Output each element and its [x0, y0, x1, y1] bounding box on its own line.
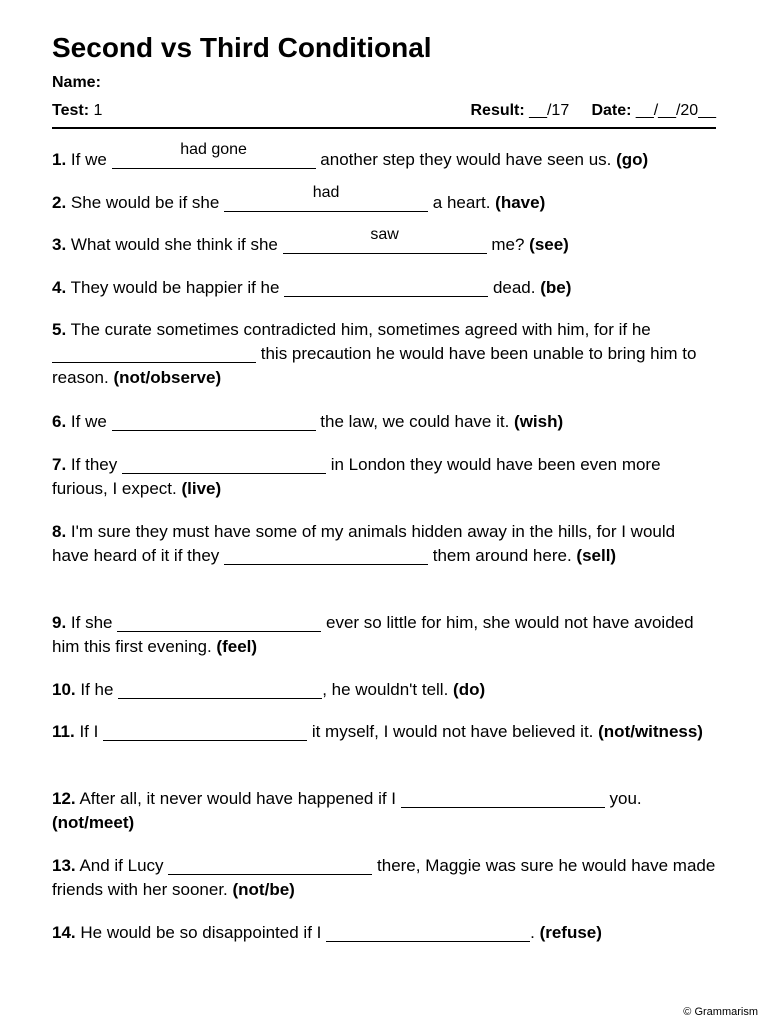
question-12 [52, 787, 716, 835]
question-text: She would be if she [70, 193, 220, 212]
question-number: 9. [52, 613, 67, 632]
test-info [52, 102, 102, 120]
question-text: me? [491, 235, 525, 254]
verb-hint: (not/witness) [598, 722, 703, 741]
test-label: Test: [52, 102, 90, 119]
question-text: And if Lucy [79, 856, 164, 875]
question-number: 3. [52, 235, 67, 254]
result-label: Result: [470, 102, 525, 119]
question-14 [52, 921, 716, 945]
question-text: them around here. [432, 546, 572, 565]
question-text: The curate sometimes contradicted him, sometimes agreed with him, for if he [70, 320, 651, 339]
answer-blank[interactable] [168, 854, 372, 875]
question-1 [52, 141, 716, 172]
question-8 [52, 520, 716, 568]
verb-hint: (wish) [514, 412, 564, 431]
answer-blank[interactable] [284, 276, 488, 297]
question-text: If I [79, 722, 99, 741]
question-4 [52, 276, 716, 300]
question-3 [52, 226, 716, 257]
answer-blank[interactable] [224, 184, 428, 212]
question-text: dead. [492, 278, 536, 297]
question-2 [52, 184, 716, 215]
answer-text: had [312, 184, 340, 201]
question-text: , he wouldn't tell. [322, 680, 449, 699]
question-text: . [530, 923, 535, 942]
question-10 [52, 678, 716, 702]
verb-hint: (not/meet) [52, 813, 135, 832]
answer-blank[interactable] [326, 921, 530, 942]
question-number: 6. [52, 412, 67, 431]
question-text: They would be happier if he [70, 278, 280, 297]
question-text: He would be so disappointed if I [80, 923, 322, 942]
verb-hint: (be) [540, 278, 572, 297]
question-number: 2. [52, 193, 67, 212]
question-text: I'm sure they must have some of my animals hidden away in the hills, for I would have heard of it if they [52, 522, 676, 565]
answer-blank[interactable] [112, 141, 316, 169]
verb-hint: (see) [529, 235, 569, 254]
answer-blank[interactable] [122, 453, 326, 474]
answer-blank[interactable] [224, 544, 428, 565]
verb-hint: (feel) [216, 637, 258, 656]
verb-hint: (sell) [576, 546, 617, 565]
question-text: If she [70, 613, 113, 632]
question-text: another step they would have seen us. [320, 150, 612, 169]
question-text: What would she think if she [70, 235, 278, 254]
answer-blank[interactable] [52, 342, 256, 363]
question-number: 7. [52, 455, 67, 474]
name-label: Name: [52, 74, 101, 91]
question-number: 11. [52, 722, 75, 741]
verb-hint: (not/observe) [113, 368, 222, 387]
question-number: 5. [52, 320, 67, 339]
question-number: 4. [52, 278, 67, 297]
question-13 [52, 854, 716, 902]
question-number: 1. [52, 150, 67, 169]
worksheet-page [52, 0, 716, 1024]
question-text: the law, we could have it. [320, 412, 510, 431]
page-title: Second vs Third Conditional [52, 32, 432, 63]
result-date-info [470, 102, 716, 120]
verb-hint: (refuse) [539, 923, 602, 942]
question-5 [52, 318, 716, 390]
copyright-footer: © Grammarism [683, 1006, 758, 1018]
answer-blank[interactable] [103, 720, 307, 741]
question-number: 8. [52, 522, 67, 541]
answer-text: saw [370, 226, 399, 243]
verb-hint: (not/be) [232, 880, 295, 899]
question-text: in London they would have been even more furious, I expect. [52, 455, 661, 498]
answer-blank[interactable] [118, 678, 322, 699]
answer-blank[interactable] [401, 787, 605, 808]
question-9 [52, 611, 716, 659]
result-value: __/17 [529, 102, 570, 119]
header-divider [52, 127, 716, 129]
question-text: ever so little for him, she would not have avoided him this first evening. [52, 613, 694, 656]
test-value: 1 [93, 102, 103, 119]
date-value: __/__/20__ [635, 102, 716, 119]
question-text: If they [70, 455, 118, 474]
verb-hint: (go) [616, 150, 649, 169]
question-text: this precaution he would have been unable to bring him to reason. [52, 344, 697, 387]
question-number: 13. [52, 856, 76, 875]
question-number: 12. [52, 789, 76, 808]
test-info-row [52, 102, 716, 122]
question-text: you. [609, 789, 642, 808]
question-text: If we [70, 150, 107, 169]
verb-hint: (live) [181, 479, 222, 498]
question-7 [52, 453, 716, 501]
answer-blank[interactable] [283, 226, 487, 254]
question-11 [52, 720, 716, 744]
verb-hint: (have) [495, 193, 546, 212]
question-text: If he [80, 680, 114, 699]
answer-blank[interactable] [117, 611, 321, 632]
question-text: it myself, I would not have believed it. [311, 722, 594, 741]
answer-blank[interactable] [112, 410, 316, 431]
question-6 [52, 410, 716, 434]
question-text: If we [70, 412, 107, 431]
question-number: 14. [52, 923, 76, 942]
verb-hint: (do) [453, 680, 486, 699]
answer-text: had gone [180, 141, 247, 158]
question-text: there, Maggie was sure he would have made friends with her sooner. [52, 856, 716, 899]
question-text: a heart. [432, 193, 491, 212]
date-label: Date: [591, 102, 632, 119]
question-text: After all, it never would have happened if I [79, 789, 397, 808]
question-number: 10. [52, 680, 76, 699]
